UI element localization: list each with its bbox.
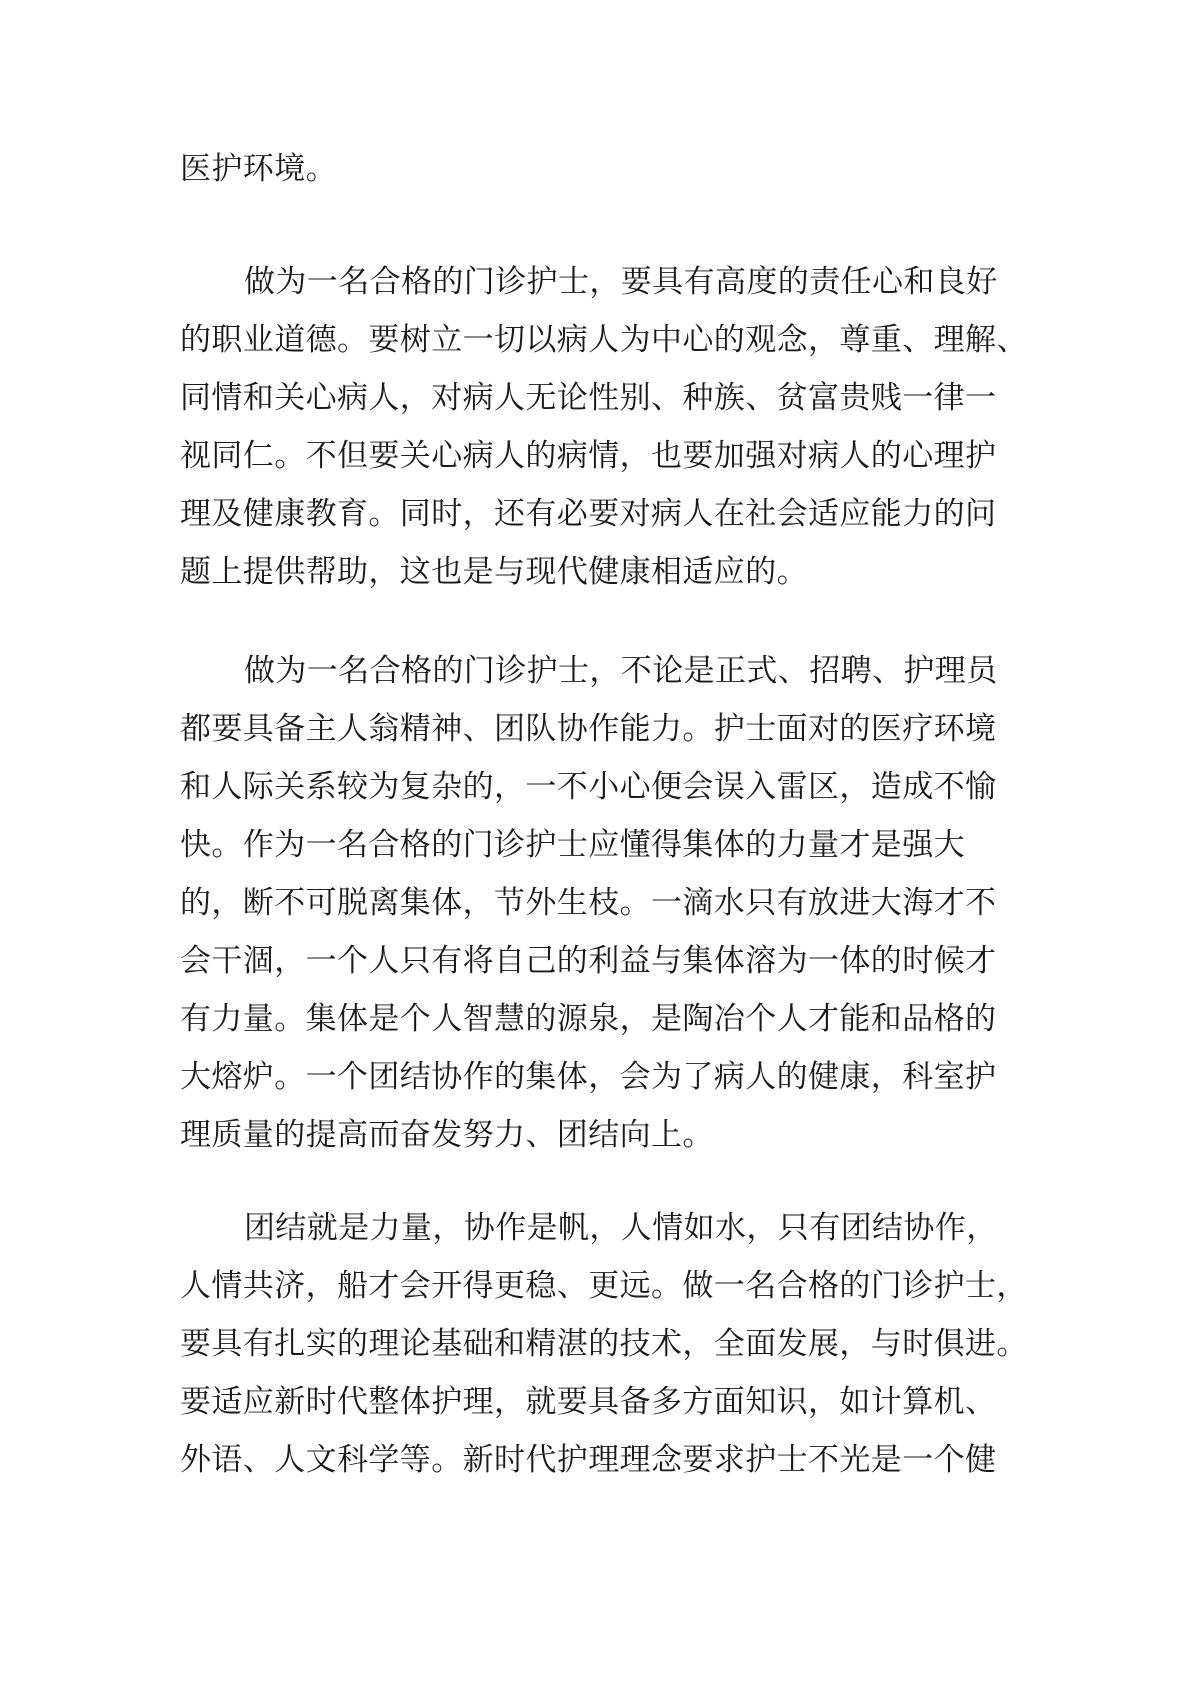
text-line: 快。作为一名合格的门诊护士应懂得集体的力量才是强大 <box>180 827 965 863</box>
paragraph-responsibility <box>180 253 1060 601</box>
paragraph-continuation <box>180 140 1060 198</box>
paragraph-teamwork <box>180 642 1060 1164</box>
text-line: 人情共济，船才会开得更稳、更远。做一名合格的门诊护士， <box>180 1268 1028 1304</box>
text-line: 理及健康教育。同时，还有必要对病人在社会适应能力的问 <box>180 496 997 532</box>
text-line: 做为一名合格的门诊护士，要具有高度的责任心和良好 <box>244 264 998 300</box>
text-line: 理质量的提高而奋发努力、团结向上。 <box>180 1117 714 1153</box>
text-line: 大熔炉。一个团结协作的集体，会为了病人的健康，科室护 <box>180 1059 997 1095</box>
text-line: 要具有扎实的理论基础和精湛的技术，全面发展，与时俱进。 <box>180 1326 1028 1362</box>
text-line: 会干涸，一个人只有将自己的利益与集体溶为一体的时候才 <box>180 943 997 979</box>
text-line: 和人际关系较为复杂的，一不小心便会误入雷区，造成不愉 <box>180 769 997 805</box>
text-line: 外语、人文科学等。新时代护理理念要求护士不光是一个健 <box>180 1442 997 1478</box>
text-line: 做为一名合格的门诊护士，不论是正式、招聘、护理员 <box>244 653 998 689</box>
text-line: 题上提供帮助，这也是与现代健康相适应的。 <box>180 554 808 590</box>
text-line: 都要具备主人翁精神、团队协作能力。护士面对的医疗环境 <box>180 711 997 747</box>
text-line: 的，断不可脱离集体，节外生枝。一滴水只有放进大海才不 <box>180 885 997 921</box>
text-line: 同情和关心病人，对病人无论性别、种族、贫富贵贱一律一 <box>180 380 997 416</box>
text-line: 医护环境。 <box>180 151 337 187</box>
paragraph-unity <box>180 1199 1060 1489</box>
text-line: 视同仁。不但要关心病人的病情，也要加强对病人的心理护 <box>180 438 997 474</box>
text-line: 有力量。集体是个人智慧的源泉，是陶冶个人才能和品格的 <box>180 1001 997 1037</box>
text-line: 团结就是力量，协作是帆，人情如水，只有团结协作， <box>244 1210 998 1246</box>
text-line: 要适应新时代整体护理，就要具备多方面知识，如计算机、 <box>180 1384 997 1420</box>
text-line: 的职业道德。要树立一切以病人为中心的观念，尊重、理解、 <box>180 322 1028 358</box>
